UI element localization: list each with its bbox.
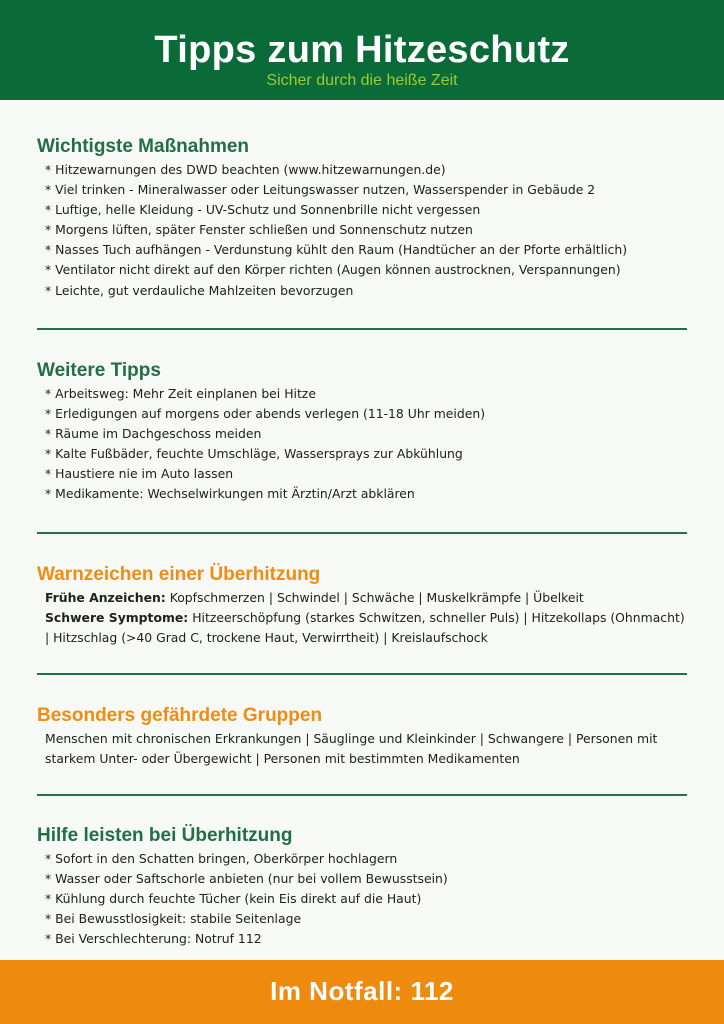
section-warning-signs <box>37 564 687 648</box>
risk-groups-text: Menschen mit chronischen Erkrankungen | Säuglinge und Kleinkinder | Schwangere | Personen mit starkem Unter- oder Übergewicht | Personen mit bestimmten Medikamenten <box>45 731 658 767</box>
measures-list <box>37 160 687 301</box>
list-item: * Leichte, gut verdauliche Mahlzeiten bevorzugen <box>45 282 354 298</box>
severe-symptoms-label: Schwere Symptome: <box>45 610 189 626</box>
section-divider <box>37 794 687 796</box>
section-risk-groups <box>37 705 687 769</box>
section-first-aid <box>37 825 687 949</box>
section-divider <box>37 328 687 330</box>
list-item: * Luftige, helle Kleidung - UV-Schutz und Sonnenbrille nicht vergessen <box>45 202 481 218</box>
list-item: * Erledigungen auf morgens oder abends verlegen (11-18 Uhr meiden) <box>45 406 486 422</box>
list-item: * Räume im Dachgeschoss meiden <box>45 426 262 442</box>
list-item: * Wasser oder Saftschorle anbieten (nur bei vollem Bewusstsein) <box>45 871 448 887</box>
header-banner <box>0 0 724 100</box>
early-signs-text <box>37 588 687 608</box>
list-item: * Sofort in den Schatten bringen, Oberkörper hochlagern <box>45 851 398 866</box>
list-item: * Bei Verschlechterung: Notruf 112 <box>45 931 262 947</box>
page-title: Tipps zum Hitzeschutz <box>154 29 570 71</box>
tips-list <box>37 384 687 505</box>
section-heading: Weitere Tipps <box>37 360 161 381</box>
list-item: * Medikamente: Wechselwirkungen mit Ärztin/Arzt abklären <box>45 486 415 502</box>
section-heading: Besonders gefährdete Gruppen <box>37 705 323 726</box>
list-item: * Bei Bewusstlosigkeit: stabile Seitenlage <box>45 911 302 927</box>
section-more-tips <box>37 360 687 505</box>
list-item: * Morgens lüften, später Fenster schließen und Sonnenschutz nutzen <box>45 222 473 238</box>
list-item: * Kühlung durch feuchte Tücher (kein Eis direkt auf die Haut) <box>45 891 422 907</box>
section-divider <box>37 532 687 534</box>
list-item: * Ventilator nicht direkt auf den Körper richten (Augen können austrocknen, Verspannungen) <box>45 262 621 278</box>
section-heading: Warnzeichen einer Überhitzung <box>37 564 321 585</box>
severe-symptoms-text <box>37 608 687 648</box>
section-heading: Hilfe leisten bei Überhitzung <box>37 825 293 846</box>
early-signs-list: Kopfschmerzen | Schwindel | Schwäche | Muskelkrämpfe | Übelkeit <box>165 590 584 605</box>
list-item: * Nasses Tuch aufhängen - Verdunstung kühlt den Raum (Handtücher an der Pforte erhältlich) <box>45 242 628 258</box>
section-divider <box>37 673 687 675</box>
list-item: * Haustiere nie im Auto lassen <box>45 466 234 482</box>
emergency-number: Im Notfall: 112 <box>270 976 454 1006</box>
emergency-footer <box>0 960 724 1024</box>
first-aid-list <box>37 849 687 949</box>
list-item: * Arbeitsweg: Mehr Zeit einplanen bei Hitze <box>45 386 316 401</box>
page-subtitle: Sicher durch die heiße Zeit <box>266 72 458 89</box>
list-item: * Kalte Fußbäder, feuchte Umschläge, Wassersprays zur Abkühlung <box>45 446 463 462</box>
section-heading: Wichtigste Maßnahmen <box>37 136 250 157</box>
section-main-measures <box>37 136 687 301</box>
list-item: * Hitzewarnungen des DWD beachten (www.hitzewarnungen.de) <box>45 162 446 177</box>
severe-symptoms-list: Hitzeerschöpfung (starkes Schwitzen, schneller Puls) | Hitzekollaps (Ohnmacht) | Hitzschlag (>40 Grad C, trockene Haut, Verwirrtheit) | Kreislaufschock <box>45 610 685 646</box>
list-item: * Viel trinken - Mineralwasser oder Leitungswasser nutzen, Wasserspender in Gebäude 2 <box>45 182 596 198</box>
early-signs-label: Frühe Anzeichen: <box>45 590 166 605</box>
